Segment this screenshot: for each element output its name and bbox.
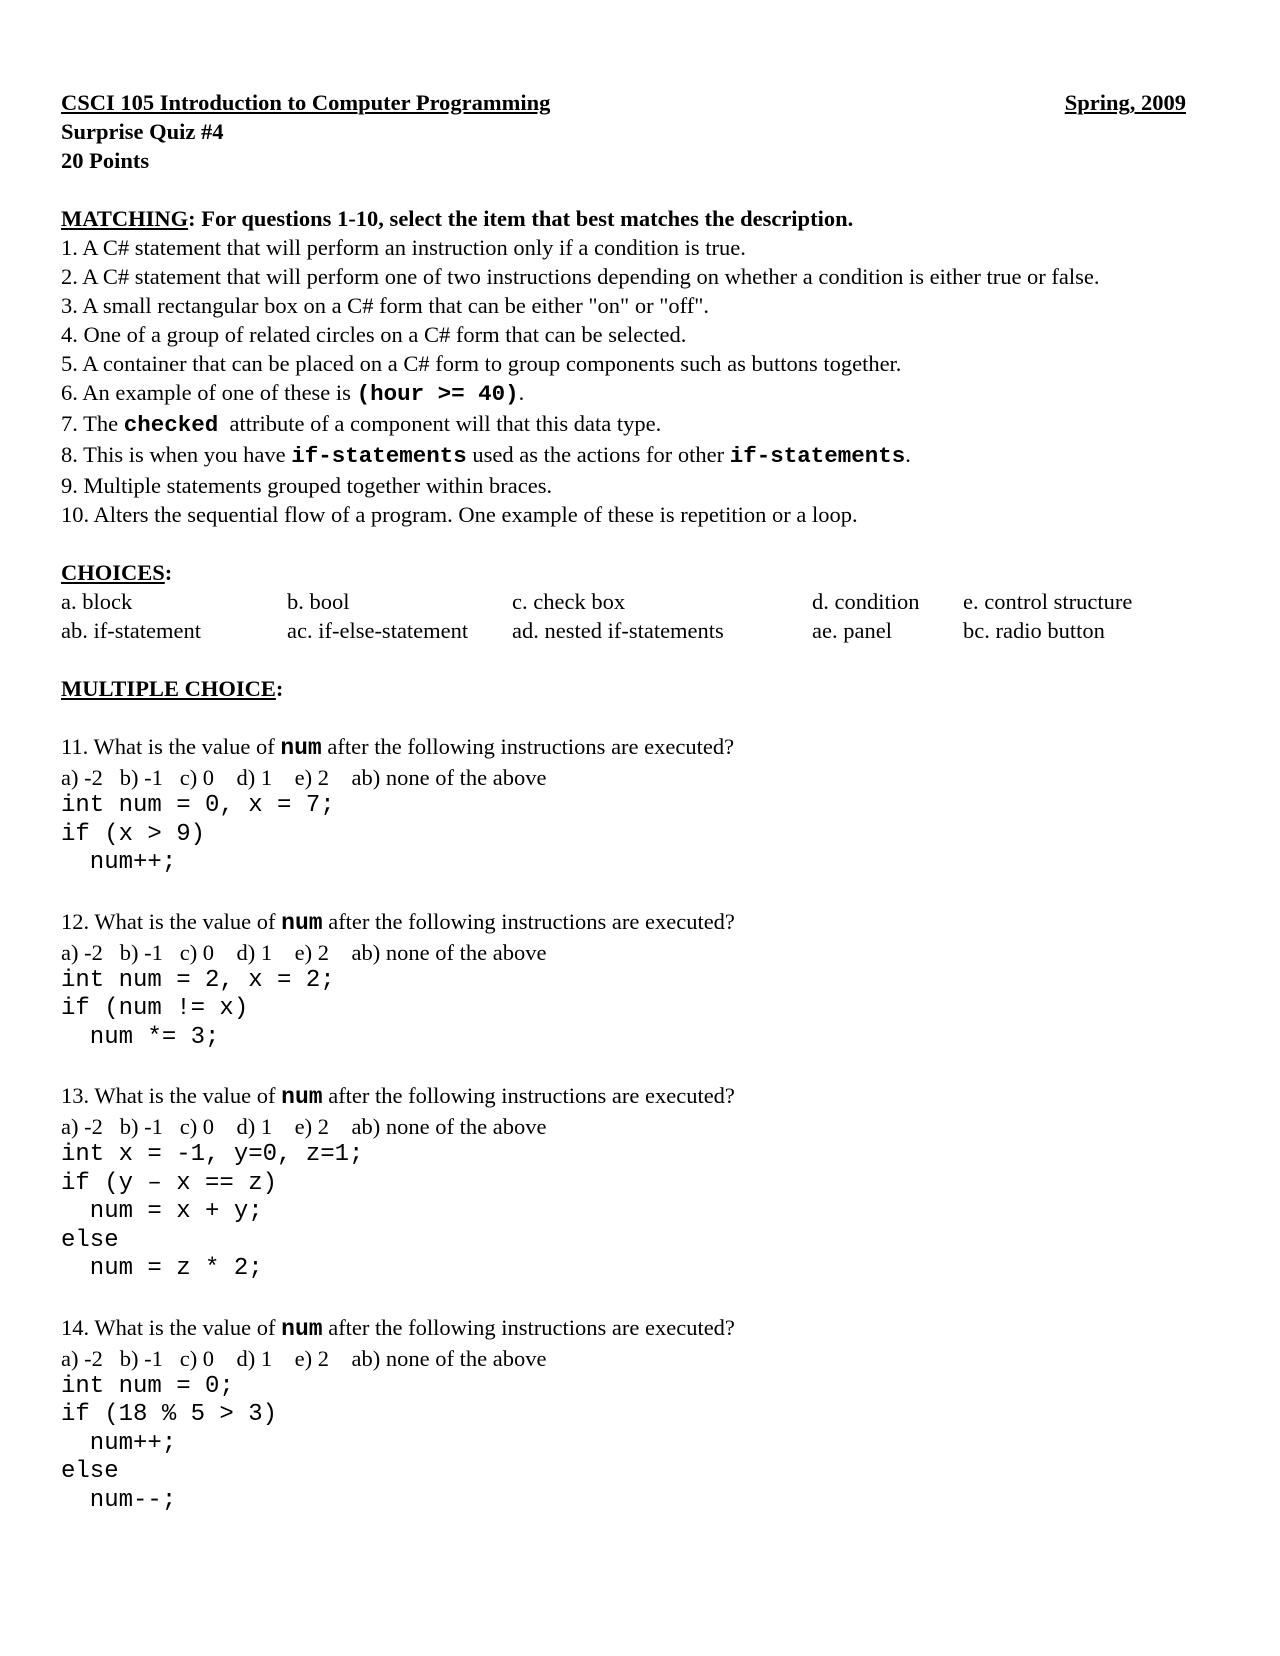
question-11: 11. What is the value of num after the following instructions are executed? — [61, 734, 735, 761]
code-block: int num = 2, x = 2; if (num != x) num *= 3; — [61, 966, 335, 1051]
choice-item: bc. radio button — [963, 618, 1105, 643]
variable-name: num — [280, 735, 322, 761]
code-snippet: if-statements — [729, 443, 906, 469]
matching-question-8: 8. This is when you have if-statements used as the actions for other if-statements. — [61, 442, 911, 469]
choice-item: d. condition — [812, 589, 920, 614]
answer-options: a) -2 b) -1 c) 0 d) 1 e) 2 ab) none of the above — [61, 1114, 547, 1139]
variable-name: num — [281, 1084, 323, 1110]
term-label: Spring, 2009 — [1064, 90, 1186, 115]
matching-question-3: 3. A small rectangular box on a C# form that can be either "on" or "off". — [61, 293, 710, 318]
code-snippet: (hour >= 40) — [356, 381, 519, 407]
course-header — [61, 88, 1186, 117]
matching-question-5: 5. A container that can be placed on a C# form to group components such as buttons together. — [61, 351, 902, 376]
variable-name: num — [281, 909, 323, 936]
matching-question-6: 6. An example of one of these is (hour >= 40). — [61, 380, 525, 407]
multiple-choice-heading: MULTIPLE CHOICE — [61, 676, 276, 701]
matching-question-9: 9. Multiple statements grouped together within braces. — [61, 473, 553, 498]
question-14: 14. What is the value of num after the following instructions are executed? — [61, 1314, 735, 1342]
code-block: int num = 0, x = 7; if (x > 9) num++; — [61, 792, 335, 876]
choices-heading-line: CHOICES: — [61, 560, 173, 585]
choice-item: ab. if-statement — [61, 618, 201, 643]
choices-grid — [61, 587, 1186, 645]
choice-item: c. check box — [512, 589, 626, 614]
multiple-choice-heading-line: MULTIPLE CHOICE: — [61, 676, 284, 701]
answer-options: a) -2 b) -1 c) 0 d) 1 e) 2 ab) none of the above — [61, 939, 547, 965]
points-label: 20 Points — [61, 148, 150, 173]
code-block: int num = 0; if (18 % 5 > 3) num++; else num--; — [61, 1372, 278, 1514]
matching-question-4: 4. One of a group of related circles on a C# form that can be selected. — [61, 322, 687, 347]
course-title: CSCI 105 Introduction to Computer Programming — [61, 90, 551, 115]
code-block: int x = -1, y=0, z=1; if (y – x == z) num = x + y; else num = z * 2; — [61, 1141, 364, 1282]
answer-options: a) -2 b) -1 c) 0 d) 1 e) 2 ab) none of the above — [61, 765, 547, 790]
choice-item: ad. nested if-statements — [512, 618, 724, 643]
choice-item: a. block — [61, 589, 133, 614]
matching-instructions: MATCHING: For questions 1-10, select the item that best matches the description. — [61, 206, 854, 231]
choice-item: ac. if-else-statement — [287, 618, 469, 643]
variable-name: num — [281, 1315, 323, 1342]
choice-item: ae. panel — [812, 618, 892, 643]
matching-heading: MATCHING — [61, 206, 189, 231]
quiz-page — [61, 88, 1186, 1515]
choice-item: b. bool — [287, 589, 350, 614]
quiz-title: Surprise Quiz #4 — [61, 119, 224, 144]
choices-heading: CHOICES — [61, 560, 165, 585]
matching-question-10: 10. Alters the sequential flow of a program. One example of these is repetition or a loop. — [61, 502, 858, 527]
matching-question-1: 1. A C# statement that will perform an instruction only if a condition is true. — [61, 235, 746, 260]
matching-question-7: 7. The checked attribute of a component will that this data type. — [61, 411, 662, 438]
code-snippet: if-statements — [291, 443, 467, 469]
question-12: 12. What is the value of num after the following instructions are executed? — [61, 908, 735, 936]
matching-question-2: 2. A C# statement that will perform one of two instructions depending on whether a condition is either true or false. — [61, 264, 1100, 289]
question-13: 13. What is the value of num after the following instructions are executed? — [61, 1083, 735, 1110]
answer-options: a) -2 b) -1 c) 0 d) 1 e) 2 ab) none of the above — [61, 1345, 547, 1371]
code-snippet: checked — [123, 412, 219, 438]
choice-item: e. control structure — [963, 589, 1133, 614]
